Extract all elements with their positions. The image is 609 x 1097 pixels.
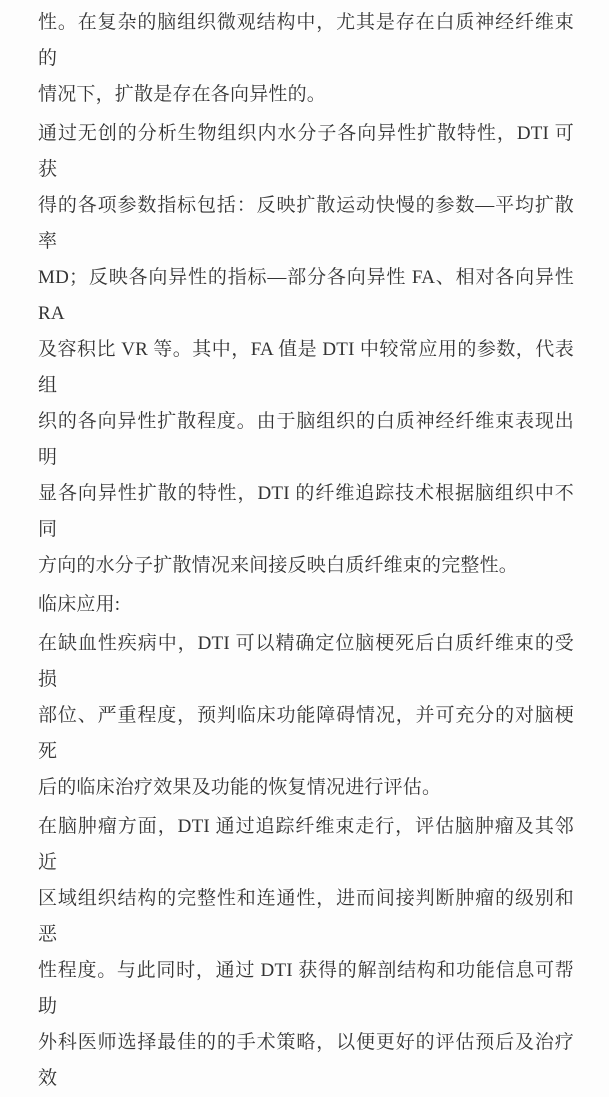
text-line: 区域组织结构的完整性和连通性，进而间接判断肿瘤的级别和恶: [38, 888, 574, 945]
text-line: 织的各向异性扩散程度。由于脑组织的白质神经纤维束表现出明: [38, 411, 574, 468]
paragraph-dti-parameters: [38, 116, 574, 584]
text-line: 外科医师选择最佳的的手术策略，以便更好的评估预后及治疗效: [38, 1032, 574, 1089]
text-line: 显各向异性扩散的特性，DTI 的纤维追踪技术根据脑组织中不同: [38, 483, 574, 540]
text-line: 在缺血性疾病中，DTI 可以精确定位脑梗死后白质纤维束的受损: [38, 633, 574, 690]
text-line: 通过无创的分析生物组织内水分子各向异性扩散特性，DTI 可获: [38, 123, 574, 180]
text-line: 得的各项参数指标包括：反映扩散运动快慢的参数—平均扩散率: [38, 195, 574, 252]
text-line: 在脑肿瘤方面，DTI 通过追踪纤维束走行，评估脑肿瘤及其邻近: [38, 816, 574, 873]
text-line: 性。在复杂的脑组织微观结构中，尤其是存在白质神经纤维束的: [38, 12, 574, 69]
text-line: 方向的水分子扩散情况来间接反映白质纤维束的完整性。: [38, 555, 519, 576]
text-line: 及容积比 VR 等。其中，FA 值是 DTI 中较常应用的参数，代表组: [38, 339, 574, 396]
paragraph-intro-anisotropy: [38, 5, 574, 113]
paragraph-clinical-heading: [38, 587, 574, 623]
text-line: 性程度。与此同时，通过 DTI 获得的解剖结构和功能信息可帮助: [38, 960, 574, 1017]
text-line: MD；反映各向异性的指标—部分各向异性 FA、相对各向异性 RA: [38, 267, 574, 324]
text-line: 后的临床治疗效果及功能的恢复情况进行评估。: [38, 777, 442, 798]
paragraph-ischemic-disease: [38, 626, 574, 806]
section-heading: 临床应用:: [38, 594, 121, 615]
text-line: 情况下，扩散是存在各向异性的。: [38, 84, 327, 105]
text-line: 部位、严重程度，预判临床功能障碍情况，并可充分的对脑梗死: [38, 705, 574, 762]
paragraph-brain-tumor: [38, 809, 574, 1097]
